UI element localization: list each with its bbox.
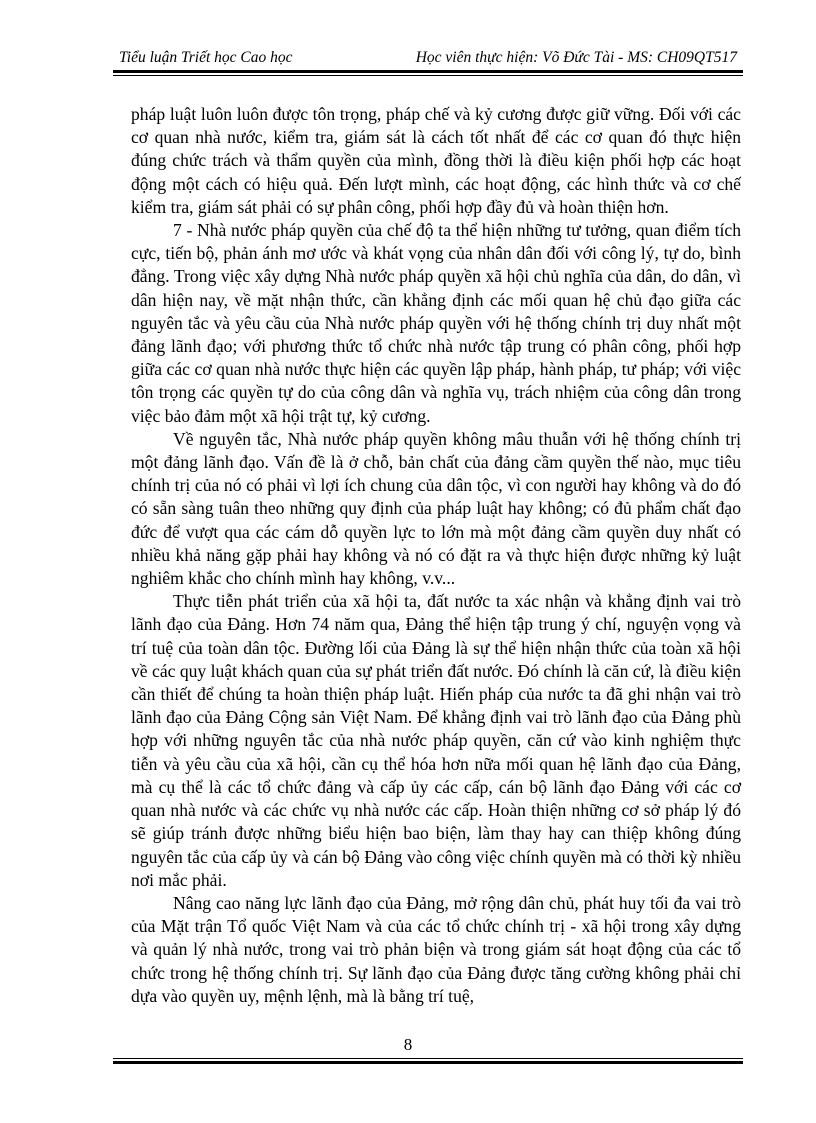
- header-rule-thin: [113, 75, 743, 76]
- page-number: 8: [403, 1035, 413, 1054]
- paragraph: Thực tiễn phát triển của xã hội ta, đất nước ta xác nhận và khẳng định vai trò lãnh đạo của Đảng. Hơn 74 năm qua, Đảng thể hiện tập trung ý chí, nguyện vọng và trí tuệ của toàn dân tộc. Đường lối của Đảng là sự thể hiện nhận thức của toàn xã hội về các quy luật khách quan của sự phát triển đất nước. Đó chính là căn cứ, là điều kiện cần thiết để chúng ta hoàn thiện pháp luật. Hiến pháp của nước ta đã ghi nhận vai trò lãnh đạo của Đảng Cộng sản Việt Nam. Để khẳng định vai trò lãnh đạo của Đảng phù hợp với những nguyên tắc của nhà nước pháp quyền, căn cứ vào kinh nghiệm thực tiễn và yêu cầu của xã hội, cần cụ thể hóa hơn nữa mối quan hệ lãnh đạo của Đảng, mà cụ thể là các tổ chức đảng và cấp ủy các cấp, cán bộ lãnh đạo Đảng với các cơ quan nhà nước và các chức vụ nhà nước các cấp. Hoàn thiện những cơ sở pháp lý đó sẽ giúp tránh được những biểu hiện bao biện, làm thay hay can thiệp không đúng nguyên tắc của cấp ủy và cán bộ Đảng vào công việc chính quyền mà có thời kỳ nhiều nơi mắc phải.: [131, 591, 741, 890]
- paragraph: Nâng cao năng lực lãnh đạo của Đảng, mở rộng dân chủ, phát huy tối đa vai trò của Mặt trận Tổ quốc Việt Nam và của các tổ chức chính trị - xã hội trong xây dựng và quản lý nhà nước, trong vai trò phản biện và trong giám sát hoạt động của các tổ chức trong hệ thống chính trị. Sự lãnh đạo của Đảng được tăng cường không phải chỉ dựa vào quyền uy, mệnh lệnh, mà là bằng trí tuệ,: [131, 892, 741, 1006]
- paragraph: pháp luật luôn luôn được tôn trọng, pháp chế và kỷ cương được giữ vững. Đối với các cơ quan nhà nước, kiểm tra, giám sát là cách tốt nhất để các cơ quan đó thực hiện đúng chức trách và thẩm quyền của mình, đồng thời là điều kiện phối hợp các hoạt động một cách có hiệu quả. Đến lượt mình, các hoạt động, các hình thức và cơ chế kiểm tra, giám sát phải có sự phân công, phối hợp đầy đủ và hoàn thiện hơn.: [131, 104, 741, 217]
- page-header: [117, 48, 739, 68]
- header-title: Tiểu luận Triết học Cao học: [119, 49, 293, 66]
- body-text: [131, 103, 741, 1008]
- paragraph: 7 - Nhà nước pháp quyền của chế độ ta thể hiện những tư tưởng, quan điểm tích cực, tiến bộ, phản ánh mơ ước và khát vọng của nhân dân đối với công lý, tự do, bình đẳng. Trong việc xây dựng Nhà nước pháp quyền xã hội chủ nghĩa của dân, do dân, vì dân hiện nay, về mặt nhận thức, cần khẳng định các mối quan hệ chủ đạo giữa các nguyên tắc và yêu cầu của Nhà nước pháp quyền với hệ thống chính trị duy nhất một đảng lãnh đạo; với phương thức tổ chức nhà nước tập trung có phân công, phối hợp giữa các cơ quan nhà nước thực hiện các quyền lập pháp, hành pháp, tư pháp; với việc tôn trọng các quyền tự do của công dân và nghĩa vụ, trách nhiệm của công dân trong việc bảo đảm một xã hội trật tự, kỷ cương.: [131, 220, 741, 426]
- header-rule-thick: [113, 70, 743, 73]
- footer-rule-thin: [113, 1058, 743, 1059]
- footer-rule-thick: [113, 1061, 743, 1064]
- paragraph: Về nguyên tắc, Nhà nước pháp quyền không mâu thuẫn với hệ thống chính trị một đảng lãnh đạo. Vấn đề là ở chỗ, bản chất của đảng cầm quyền thế nào, mục tiêu chính trị của nó có phải vì lợi ích chung của dân tộc, vì con người hay không và do đó có sẵn sàng tuân theo những quy định của pháp luật hay không; có đủ phẩm chất đạo đức để vượt qua các cám dỗ quyền lực to lớn mà một đảng cầm quyền duy nhất có nhiều khả năng gặp phải hay không và nó có đặt ra và thực hiện được những kỷ luật nghiêm khắc cho chính mình hay không, v.v...: [131, 428, 741, 589]
- header-author: Học viên thực hiện: Võ Đức Tài - MS: CH09QT517: [415, 49, 737, 66]
